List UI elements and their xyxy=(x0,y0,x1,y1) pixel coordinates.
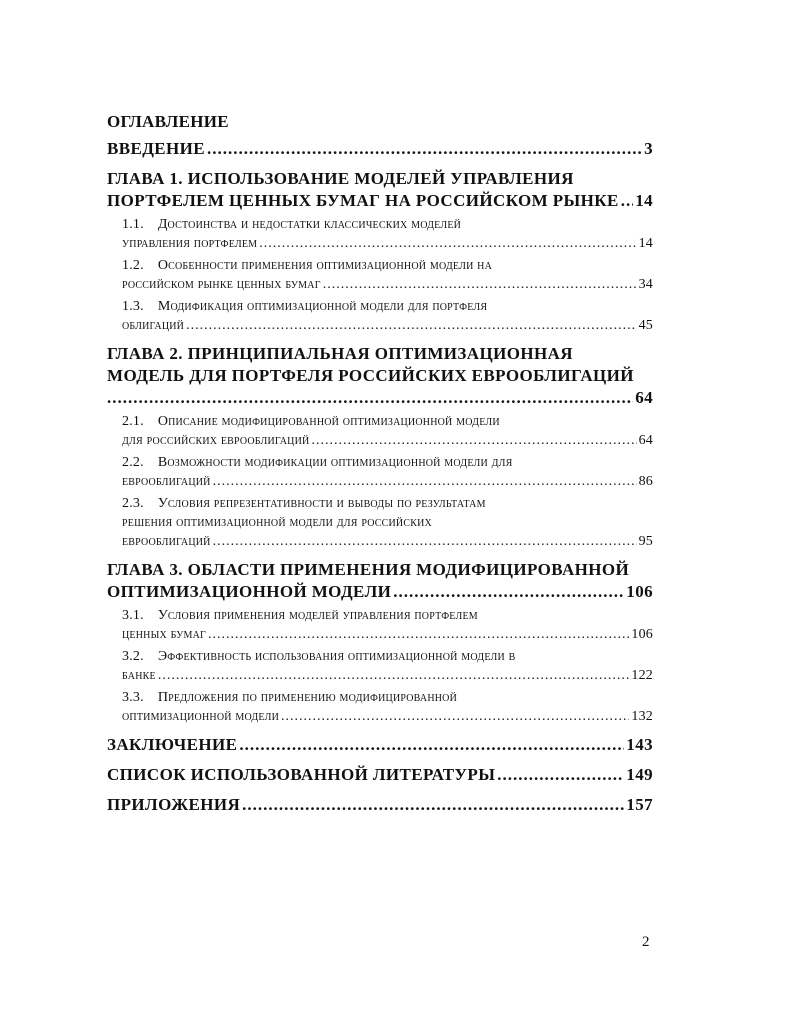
section-number: 3.2. xyxy=(122,649,144,664)
entry-page: 106 xyxy=(626,582,653,601)
dot-leader xyxy=(186,316,636,335)
entry-page: 132 xyxy=(631,709,653,724)
entry-title-line: Особенности применения оптимизационной модели на xyxy=(157,258,493,273)
entry-page: 95 xyxy=(638,534,653,549)
page-number: 2 xyxy=(642,934,650,950)
entry-title-line: российском рынке ценных бумаг xyxy=(122,277,321,292)
section-number: 2.1. xyxy=(122,414,144,429)
entry-title-line: еврооблигаций xyxy=(122,534,211,549)
toc-entry-section-3-3[interactable] xyxy=(122,688,653,726)
toc-heading: ОГЛАВЛЕНИЕ xyxy=(107,112,229,131)
dot-leader xyxy=(207,138,642,160)
dot-leader xyxy=(239,734,624,756)
entry-page: 106 xyxy=(631,627,653,642)
table-of-contents xyxy=(107,112,653,816)
section-number: 1.2. xyxy=(122,258,144,273)
entry-title-line: банке xyxy=(122,668,156,683)
toc-entry-conclusion[interactable] xyxy=(107,734,653,756)
entry-page: 149 xyxy=(626,765,653,784)
entry-title-line: МОДЕЛЬ ДЛЯ ПОРТФЕЛЯ РОССИЙСКИХ ЕВРООБЛИГАЦИЙ xyxy=(107,366,634,385)
entry-page: 157 xyxy=(626,795,653,814)
section-number: 2.2. xyxy=(122,455,144,470)
toc-entry-section-2-1[interactable] xyxy=(122,412,653,450)
section-number: 3.1. xyxy=(122,608,144,623)
toc-entry-appendices[interactable] xyxy=(107,794,653,816)
entry-title-line: Описание модифицированной оптимизационной модели xyxy=(157,414,500,429)
entry-page: 45 xyxy=(638,318,653,333)
entry-page: 14 xyxy=(638,236,653,251)
entry-page: 64 xyxy=(638,433,653,448)
entry-title-line: Возможности модификации оптимизационной модели для xyxy=(157,455,513,470)
section-number: 1.3. xyxy=(122,299,144,314)
toc-entry-section-1-3[interactable] xyxy=(122,297,653,335)
entry-title-line: Условия репрезентативности и выводы по результатам xyxy=(157,496,486,511)
dot-leader xyxy=(208,625,629,644)
entry-title: СПИСОК ИСПОЛЬЗОВАННОЙ ЛИТЕРАТУРЫ xyxy=(107,765,496,784)
entry-title-line: Предложения по применению модифицированной xyxy=(157,690,458,705)
toc-entry-section-1-2[interactable] xyxy=(122,256,653,294)
entry-page: 34 xyxy=(638,277,653,292)
dot-leader xyxy=(107,387,633,409)
entry-page: 143 xyxy=(626,735,653,754)
entry-page: 122 xyxy=(631,668,653,683)
section-number: 3.3. xyxy=(122,690,144,705)
section-number: 2.3. xyxy=(122,496,144,511)
entry-title-line: еврооблигаций xyxy=(122,474,211,489)
dot-leader xyxy=(158,666,630,685)
entry-title-line: оптимизационной модели xyxy=(122,709,279,724)
toc-entry-introduction[interactable] xyxy=(107,138,653,160)
toc-entry-section-2-2[interactable] xyxy=(122,453,653,491)
entry-title-line: решения оптимизационной модели для российских xyxy=(122,515,432,530)
toc-entry-section-1-1[interactable] xyxy=(122,215,653,253)
entry-page: 3 xyxy=(644,139,653,158)
entry-title-line: ОПТИМИЗАЦИОННОЙ МОДЕЛИ xyxy=(107,582,392,601)
entry-title-line: управления портфелем xyxy=(122,236,258,251)
entry-title-line: ГЛАВА 3. ОБЛАСТИ ПРИМЕНЕНИЯ МОДИФИЦИРОВАННОЙ xyxy=(107,560,630,579)
dot-leader xyxy=(259,234,636,253)
dot-leader xyxy=(213,472,637,491)
dot-leader xyxy=(497,764,624,786)
entry-title-line: Достоинства и недостатки классических моделей xyxy=(157,217,462,232)
entry-page: 14 xyxy=(635,191,653,210)
toc-entry-chapter-3[interactable] xyxy=(107,559,653,603)
entry-page: 86 xyxy=(638,474,653,489)
dot-leader xyxy=(621,190,634,212)
entry-title-line: ГЛАВА 2. ПРИНЦИПИАЛЬНАЯ ОПТИМИЗАЦИОННАЯ xyxy=(107,344,573,363)
toc-entry-section-3-1[interactable] xyxy=(122,606,653,644)
dot-leader xyxy=(281,707,629,726)
toc-entry-chapter-2[interactable] xyxy=(107,343,653,409)
entry-title-line: Модификация оптимизационной модели для портфеля xyxy=(157,299,488,314)
entry-title-line: ценных бумаг xyxy=(122,627,206,642)
entry-title-line: Эффективность использования оптимизационной модели в xyxy=(157,649,516,664)
entry-title-line: ГЛАВА 1. ИСПОЛЬЗОВАНИЕ МОДЕЛЕЙ УПРАВЛЕНИЯ xyxy=(107,169,574,188)
entry-title: ВВЕДЕНИЕ xyxy=(107,139,206,158)
entry-title-line: Условия применения моделей управления портфелем xyxy=(157,608,478,623)
toc-entry-references[interactable] xyxy=(107,764,653,786)
entry-title-line: для российских еврооблигаций xyxy=(122,433,310,448)
section-number: 1.1. xyxy=(122,217,144,232)
entry-page: 64 xyxy=(635,388,653,407)
dot-leader xyxy=(242,794,624,816)
toc-entry-chapter-1[interactable] xyxy=(107,168,653,212)
dot-leader xyxy=(393,581,624,603)
entry-title: ЗАКЛЮЧЕНИЕ xyxy=(107,735,238,754)
entry-title: ПРИЛОЖЕНИЯ xyxy=(107,795,241,814)
toc-entry-section-2-3[interactable] xyxy=(122,494,653,551)
entry-title-line: ПОРТФЕЛЕМ ЦЕННЫХ БУМАГ НА РОССИЙСКОМ РЫНКЕ xyxy=(107,191,619,210)
entry-title-line: облигаций xyxy=(122,318,185,333)
dot-leader xyxy=(213,532,637,551)
toc-entry-section-3-2[interactable] xyxy=(122,647,653,685)
dot-leader xyxy=(323,275,637,294)
dot-leader xyxy=(311,431,636,450)
